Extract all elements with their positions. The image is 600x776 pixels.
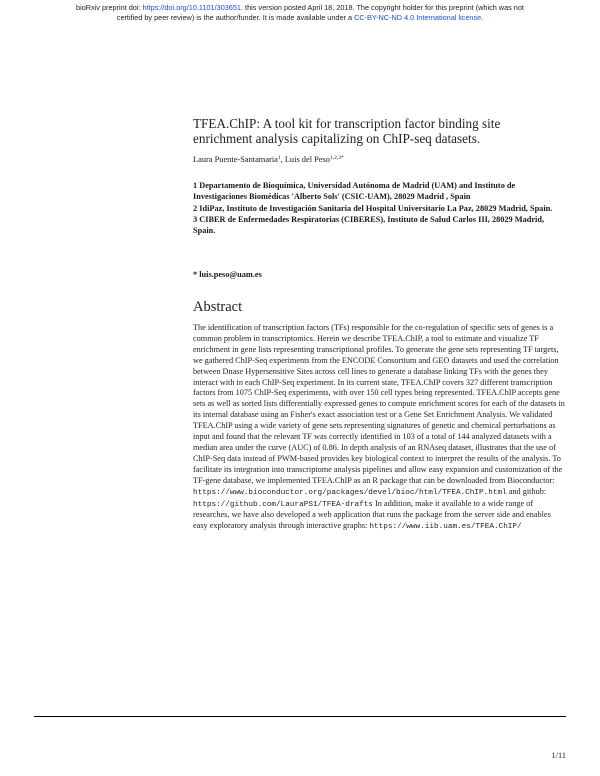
doi-link[interactable]: https://doi.org/10.1101/303651 — [142, 3, 241, 12]
webapp-link[interactable]: https://www.iib.uam.es/TFEA.ChIP/ — [369, 523, 522, 532]
corresponding-email: * luis.peso@uam.es — [193, 270, 262, 279]
banner-prefix: bioRxiv preprint doi: — [76, 3, 143, 12]
abstract-body — [193, 323, 565, 533]
abstract-and-github: and github: — [506, 486, 547, 496]
author-name: Laura Puente-Santamaria — [193, 155, 278, 164]
bioconductor-link[interactable]: https://www.bioconductor.org/packages/devel/bioc/html/TFEA.ChIP.html — [193, 488, 507, 497]
github-link[interactable]: https://github.com/LauraPS1/TFEA-drafts — [193, 500, 373, 509]
preprint-banner — [0, 3, 600, 22]
banner-line-2 — [0, 13, 600, 23]
page-number: 1/11 — [551, 751, 566, 760]
banner-line-1 — [0, 3, 600, 13]
affiliation-3: 3 CIBER de Enfermedades Respiratorias (CIBERES), Instituto de Salud Carlos III, 28029 Madrid, Spain. — [193, 214, 545, 236]
affiliation-1: 1 Departamento de Bioquímica, Universidad Autónoma de Madrid (UAM) and Instituto de Investigaciones Biomédicas 'Alberto Sols' (CSIC-UAM), 28029 Madrid , Spain — [193, 181, 516, 202]
banner-line2-prefix: certified by peer review) is the author/funder. It is made available under a — [116, 12, 355, 22]
author-list — [193, 155, 563, 165]
paper-title — [193, 117, 563, 146]
abstract-heading: Abstract — [193, 299, 243, 315]
abstract-webapp-text: In addition, make it available to a wide range of researches, we have also developed a web application that runs the package from the server side and enables easy exploratory analysis through interactive graphs: — [193, 498, 551, 531]
author-affiliation-marker: 1 — [277, 155, 281, 161]
affiliations — [193, 180, 568, 236]
author-separator: , — [280, 155, 285, 164]
license-link[interactable]: CC-BY-NC-ND 4.0 International license — [354, 12, 482, 22]
author-affiliation-marker: 1,2,3* — [329, 155, 344, 161]
author-name: Luis del Peso — [284, 155, 330, 164]
title-line-2: enrichment analysis capitalizing on ChIP-seq datasets. — [193, 130, 481, 146]
banner-line2-suffix: . — [481, 12, 484, 22]
abstract-paragraph — [193, 323, 565, 533]
banner-line1-suffix: . this version posted April 18, 2018. The copyright holder for this preprint (which was not — [240, 3, 524, 12]
footer-divider — [34, 716, 566, 717]
affiliation-2: 2 IdiPaz, Instituto de Investigación Sanitaria del Hospital Universitario La Paz, 28029 Madrid, Spain. — [193, 203, 553, 213]
abstract-text: The identification of transcription factors (TFs) responsible for the co-regulation of specific sets of genes is a common problem in transcriptomics. Herein we describe TFEA.ChIP, a tool to estimate and visualize TF enrichment in gene lists representing transcriptional profiles. To generate the gene sets representing TF targets, we gathered ChIP-Seq experiments from the ENCODE Consortium and GEO datasets and used the correlation between Dnase Hypersensitive Sites across cell lines to generate a database linking TFs with the genes they interact with in each ChIP-Seq experiment. In its current state, TFEA.ChIP covers 327 different transcription factors from 1075 ChIP-Seq experiments, with over 150 cell types being represented. TFEA.ChIP accepts gene sets as well as sorted lists differentially expressed genes to compute enrichment scores for each of the datasets in its internal database using an Fisher's exact association test or a Gene Set Enrichment Analysis. We validated TFEA.ChIP using a wide variety of gene sets representing signatures of genetic and chemical perturbations as input and found that the relevant TF was correctly identified in 103 of a total of 144 analyzed datasets with a median area under the curve (AUC) of 0.86. In depth analysis of an RNAseq dataset, illustrates that the use of ChIP-Seq data instead of PWM-based provides key biological context to interpret the results of the analysis. To facilitate its integration into transcriptome analysis pipelines and allow easy expansion and customization of the TF-gene database, we implemented TFEA.ChIP as an R package that can be downloaded from Bioconductor: — [193, 323, 565, 485]
title-line-1: TFEA.ChIP: A tool kit for transcription factor binding site — [193, 116, 501, 131]
